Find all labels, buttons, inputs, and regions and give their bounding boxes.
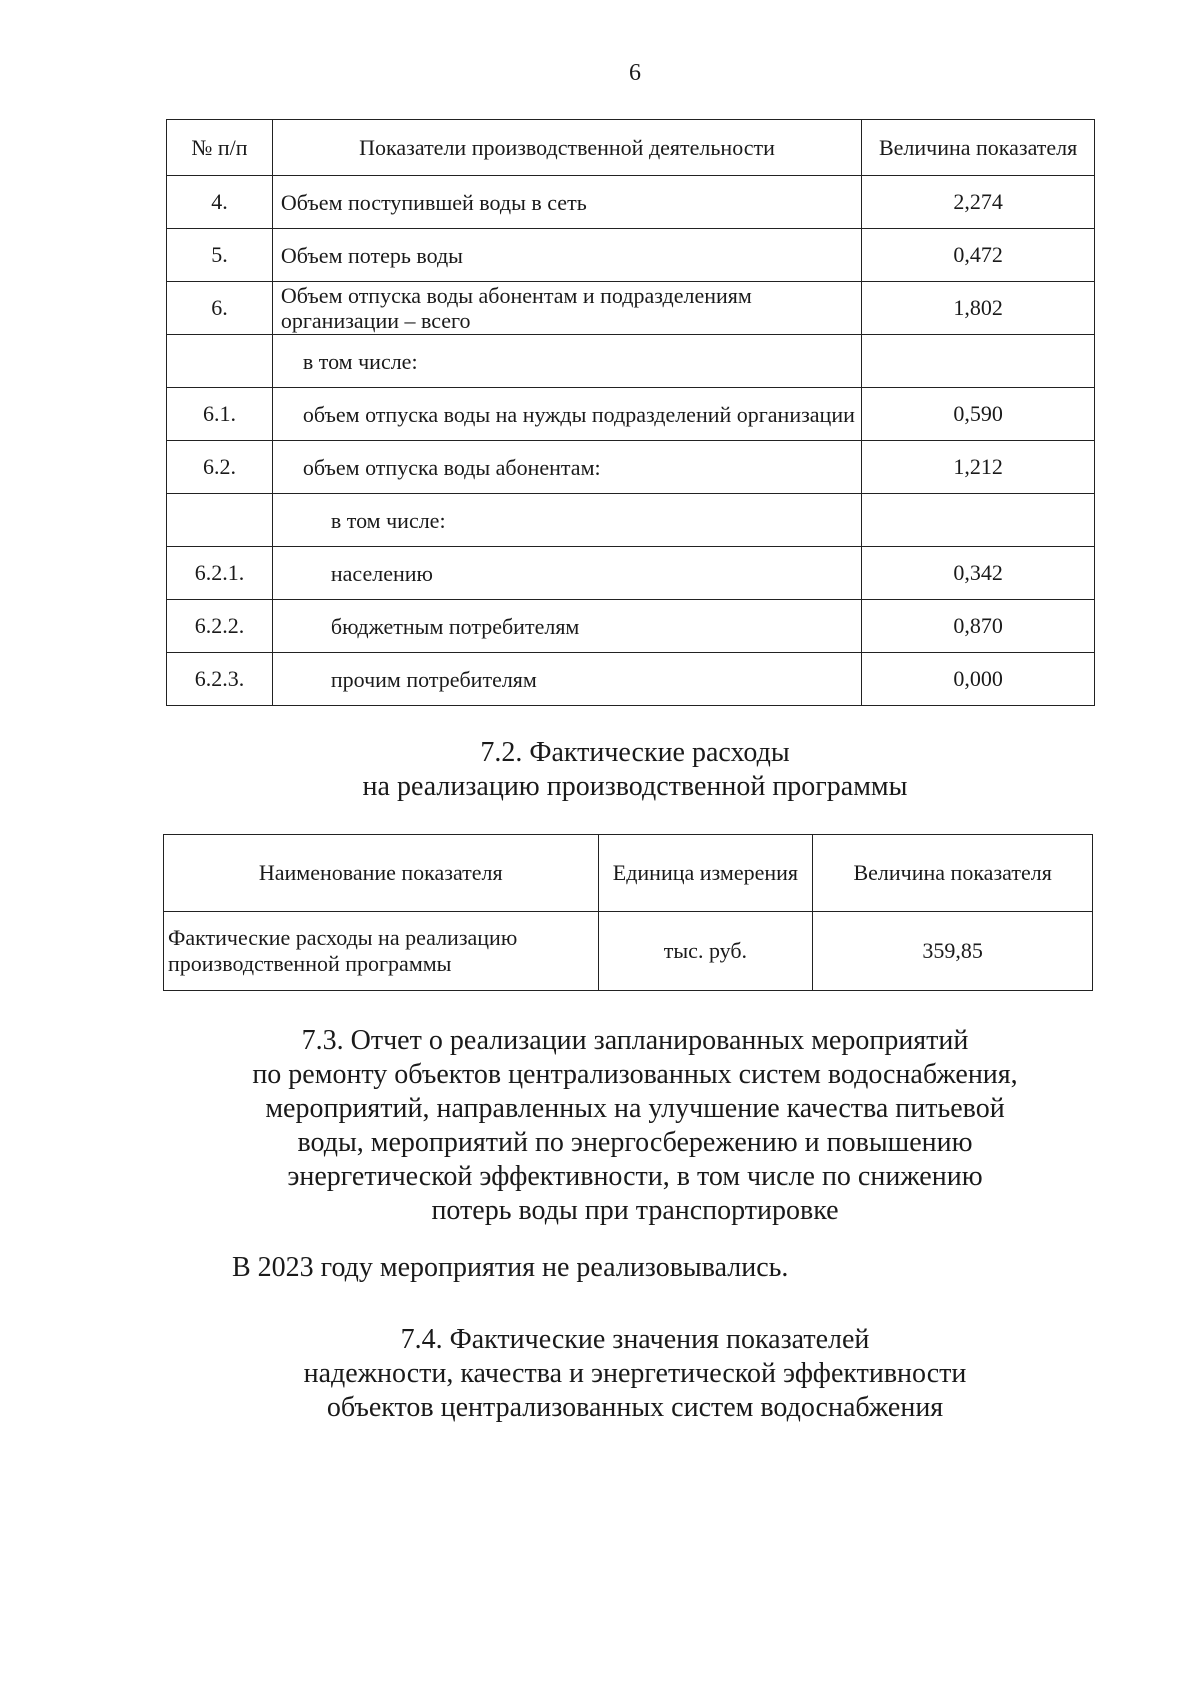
row-value: 1,212 — [862, 441, 1095, 494]
row-number — [167, 494, 273, 547]
section-7-4-line: объектов централизованных систем водоснабжения — [326, 1392, 944, 1423]
row-number: 6.2. — [167, 441, 273, 494]
section-7-4-title — [0, 1323, 1200, 1425]
row-value: 0,472 — [862, 229, 1095, 282]
section-7-3-line: мероприятий, направленных на улучшение качества питьевой — [265, 1093, 1005, 1124]
row-value — [862, 335, 1095, 388]
table-header-row — [167, 120, 1095, 176]
table-row — [167, 229, 1095, 282]
row-name: Фактические расходы на реализацию производственной программы — [164, 912, 599, 991]
header-value: Величина показателя — [862, 120, 1095, 176]
section-7-4-line: надежности, качества и энергетической эффективности — [303, 1358, 967, 1389]
row-value: 2,274 — [862, 176, 1095, 229]
section-7-3-line: 7.3. Отчет о реализации запланированных мероприятий — [301, 1025, 969, 1056]
header-indicator: Показатели производственной деятельности — [272, 120, 861, 176]
row-number: 6. — [167, 282, 273, 335]
row-number: 4. — [167, 176, 273, 229]
row-indicator: в том числе: — [272, 335, 861, 388]
row-indicator: объем отпуска воды абонентам: — [272, 441, 861, 494]
section-7-3-body: В 2023 году мероприятия не реализовывались. — [232, 1252, 789, 1283]
header-number: № п/п — [167, 120, 273, 176]
row-value: 0,870 — [862, 600, 1095, 653]
section-7-3-line: потерь воды при транспортировке — [431, 1195, 839, 1226]
row-indicator: объем отпуска воды на нужды подразделений организации — [272, 388, 861, 441]
row-value: 359,85 — [813, 912, 1093, 991]
row-number: 6.2.2. — [167, 600, 273, 653]
table-row — [167, 441, 1095, 494]
header-name: Наименование показателя — [164, 835, 599, 912]
header-unit: Единица измерения — [598, 835, 813, 912]
table-row — [167, 547, 1095, 600]
table-row — [167, 494, 1095, 547]
row-value: 0,590 — [862, 388, 1095, 441]
row-unit: тыс. руб. — [598, 912, 813, 991]
table-row — [167, 176, 1095, 229]
row-number: 5. — [167, 229, 273, 282]
section-7-2-line2: на реализацию производственной программы — [362, 771, 908, 802]
row-indicator: прочим потребителям — [272, 653, 861, 706]
row-value: 0,342 — [862, 547, 1095, 600]
header-value: Величина показателя — [813, 835, 1093, 912]
row-indicator: Объем отпуска воды абонентам и подразделениям организации – всего — [272, 282, 861, 335]
section-7-3-line: воды, мероприятий по энергосбережению и повышению — [297, 1127, 973, 1158]
row-value: 1,802 — [862, 282, 1095, 335]
section-7-3-title — [0, 1024, 1200, 1228]
row-number — [167, 335, 273, 388]
row-number: 6.2.3. — [167, 653, 273, 706]
table-row — [167, 600, 1095, 653]
row-indicator: Объем потерь воды — [272, 229, 861, 282]
page-number: 6 — [629, 60, 641, 86]
section-7-3-line: энергетической эффективности, в том числе по снижению — [287, 1161, 983, 1192]
table-row — [167, 282, 1095, 335]
row-number: 6.2.1. — [167, 547, 273, 600]
row-number: 6.1. — [167, 388, 273, 441]
table-row — [167, 335, 1095, 388]
table-row — [167, 388, 1095, 441]
row-indicator: бюджетным потребителям — [272, 600, 861, 653]
row-value — [862, 494, 1095, 547]
row-indicator: Объем поступившей воды в сеть — [272, 176, 861, 229]
row-indicator: населению — [272, 547, 861, 600]
table-row — [167, 653, 1095, 706]
production-indicators-table — [166, 119, 1095, 706]
table-header-row — [164, 835, 1093, 912]
section-7-4-line: 7.4. Фактические значения показателей — [400, 1324, 870, 1355]
section-7-3-line: по ремонту объектов централизованных систем водоснабжения, — [252, 1059, 1018, 1090]
row-value: 0,000 — [862, 653, 1095, 706]
row-indicator: в том числе: — [272, 494, 861, 547]
expenses-table — [163, 834, 1093, 991]
section-7-2-title — [0, 736, 1200, 804]
section-7-2-line1: 7.2. Фактические расходы — [480, 737, 790, 768]
table-row — [164, 912, 1093, 991]
